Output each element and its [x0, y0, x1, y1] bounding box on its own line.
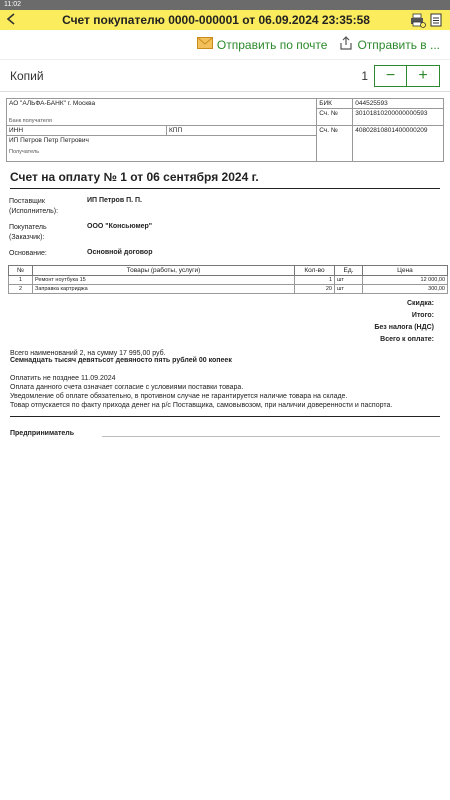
vat-label: Без налога (НДС): [374, 323, 434, 331]
inn-label: ИНН: [7, 125, 167, 135]
col-header-goods: Товары (работы, услуги): [33, 265, 295, 275]
supplier-label: Поставщик (Исполнитель):: [9, 197, 59, 215]
copies-count: 1: [361, 68, 368, 83]
summary-count: Всего наименований 2, на сумму 17 995,00 руб.: [10, 349, 166, 357]
col-header-qty: Кол-во: [295, 265, 335, 275]
invoice-title: Счет на оплату № 1 от 06 сентября 2024 г.: [10, 170, 440, 189]
signature-block: [10, 429, 440, 437]
row-goods: Заправка картриджа: [33, 284, 295, 293]
total-label: Итого:: [411, 311, 434, 319]
copies-stepper: [374, 65, 440, 87]
page-title: Счет покупателю 0000-000001 от 06.09.2024 23:35:58: [62, 13, 370, 27]
terms-line: Оплатить не позднее 11.09.2024: [10, 374, 116, 382]
status-time: 11:02: [4, 1, 21, 8]
items-table: [8, 265, 448, 294]
row-number: 2: [9, 284, 33, 293]
buyer-value: ООО "Консьюмер": [87, 222, 153, 230]
summary-block: [10, 350, 440, 364]
col-header-unit: Ед.: [335, 265, 363, 275]
bank-details-table: [6, 98, 444, 162]
table-row: [9, 284, 448, 293]
share-icon: [339, 36, 353, 53]
summary-words: Семнадцать тысяч девятьсот девяносто пять рублей 00 копеек: [10, 356, 232, 364]
more-menu-icon[interactable]: [428, 12, 444, 28]
send-email-label: Отправить по почте: [216, 37, 328, 52]
row-price: 12 000,00: [363, 275, 448, 284]
send-email-button[interactable]: [197, 37, 328, 52]
increment-button[interactable]: +: [418, 66, 428, 84]
envelope-icon: [197, 37, 213, 52]
col-header-number: №: [9, 265, 33, 275]
supplier-value: ИП Петров П. П.: [87, 196, 142, 204]
invoice-document: [0, 92, 450, 437]
table-row: [9, 275, 448, 284]
print-settings-icon[interactable]: [410, 12, 426, 28]
send-to-label: Отправить в ...: [357, 37, 440, 52]
parties-block: [9, 197, 444, 259]
send-to-button[interactable]: [339, 36, 440, 53]
terms-block: [10, 374, 440, 417]
bank-recipient-label: Банк получателя: [9, 117, 52, 124]
corr-account-label: Сч. №: [317, 109, 353, 126]
to-pay-label: Всего к оплате:: [380, 335, 434, 343]
title-bar: [0, 10, 450, 30]
corr-account-value: 30101810200000000593: [353, 109, 444, 126]
bank-name: АО "АЛЬФА-БАНК" г. Москва: [9, 100, 96, 107]
row-number: 1: [9, 275, 33, 284]
row-unit: шт: [335, 284, 363, 293]
row-unit: шт: [335, 275, 363, 284]
recipient-label: Получатель: [9, 148, 40, 155]
terms-line: Оплата данного счета означает согласие с условиями поставки товара.: [10, 383, 244, 391]
discount-label: Скидка:: [406, 299, 434, 307]
col-header-price: Цена: [363, 265, 448, 275]
bik-label: БИК: [317, 99, 353, 109]
account-label: Сч. №: [317, 125, 353, 161]
kpp-label: КПП: [167, 125, 317, 135]
terms-line: Товар отпускается по факту прихода денег на р/с Поставщика, самовывозом, при наличии доверенности и паспорта.: [10, 401, 393, 409]
copies-label: Копий: [10, 68, 44, 83]
signature-label: Предприниматель: [10, 429, 75, 437]
terms-line: Уведомление об оплате обязательно, в противном случае не гарантируется наличие товара на складе.: [10, 392, 348, 400]
row-qty: 1: [295, 275, 335, 284]
recipient-name: ИП Петров Петр Петрович: [9, 136, 89, 144]
status-bar: [0, 0, 450, 10]
account-value: 40802810801400000209: [353, 125, 444, 161]
basis-label: Основание:: [9, 249, 47, 257]
buyer-label: Покупатель (Заказчик):: [9, 223, 47, 241]
row-qty: 20: [295, 284, 335, 293]
totals-block: [6, 300, 444, 348]
action-bar: [0, 30, 450, 60]
signature-line: [102, 429, 440, 437]
back-arrow-icon[interactable]: [0, 12, 22, 28]
row-price: 300,00: [363, 284, 448, 293]
bik-value: 044525593: [353, 99, 444, 109]
copies-row: [0, 60, 450, 92]
basis-value: Основной договор: [87, 248, 153, 256]
decrement-button[interactable]: −: [375, 66, 407, 86]
row-goods: Ремонт ноутбука 15: [33, 275, 295, 284]
